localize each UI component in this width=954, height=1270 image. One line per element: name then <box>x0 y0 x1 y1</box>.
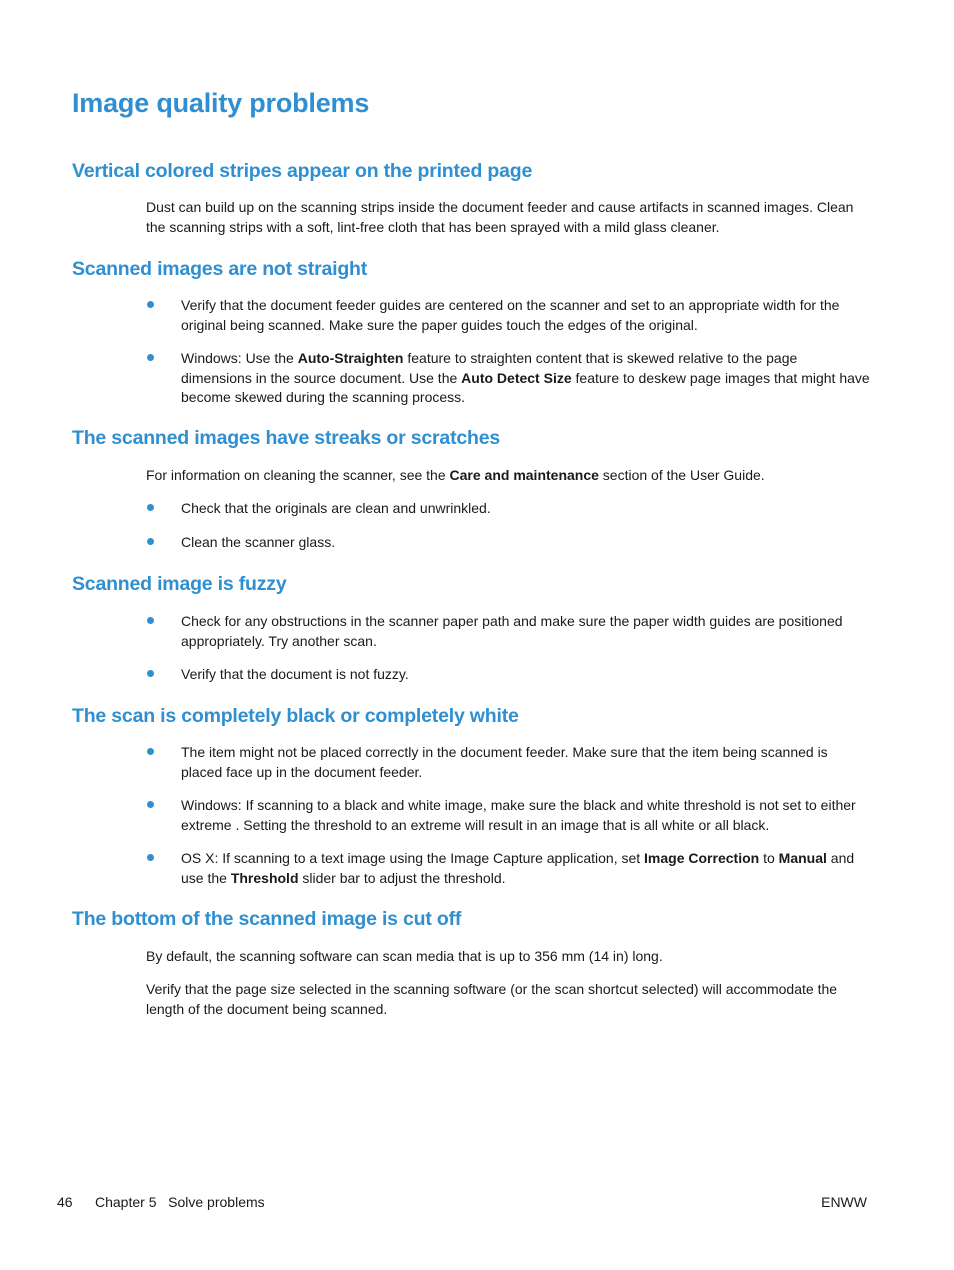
bold-term: Image Correction <box>644 850 760 866</box>
list-item: Check for any obstructions in the scanner paper path and make sure the paper width guides are positioned appropriately. Try another scan. <box>181 613 843 649</box>
bold-term: Threshold <box>230 869 299 886</box>
section-heading-not-straight: Scanned images are not straight <box>72 258 368 280</box>
list-item: Verify that the document feeder guides are centered on the scanner and set to an appropriate width for the original being scanned. Make sure the paper guides touch the edges of the original. <box>181 297 840 333</box>
list-item: Verify that the document is not fuzzy. <box>181 666 409 682</box>
bullet-icon <box>147 504 154 511</box>
bullet-icon <box>147 301 154 308</box>
section-intro: For information on cleaning the scanner, see the Care and maintenance section of the User Guide. <box>146 467 765 483</box>
list-item: Windows: Use the Auto-Straighten feature to straighten content that is skewed relative to the page dimensions in the source document. Use the Auto Detect Size feature to deskew page images that might have become skewed during the scanning process. <box>181 350 870 405</box>
list-item: The item might not be placed correctly in the document feeder. Make sure that the item being scanned is placed face up in the document feeder. <box>181 744 828 780</box>
bold-term: Care and maintenance <box>449 467 599 483</box>
bullet-icon <box>147 354 154 361</box>
bullet-icon <box>147 748 154 755</box>
bullet-icon <box>147 854 154 861</box>
document-code: ENWW <box>821 1194 867 1210</box>
section-heading-vertical-stripes: Vertical colored stripes appear on the printed page <box>72 160 533 182</box>
list-item: Windows: If scanning to a black and white image, make sure the black and white threshold is not set to either extreme . Setting the threshold to an extreme will result in an image that is all white or all black. <box>181 797 856 833</box>
bold-term: Auto-Straighten <box>297 350 404 366</box>
page-title: Image quality problems <box>72 88 370 118</box>
list-item: Check that the originals are clean and unwrinkled. <box>181 500 491 516</box>
section-heading-streaks: The scanned images have streaks or scratches <box>72 427 501 449</box>
list-item: OS X: If scanning to a text image using the Image Capture application, set Image Correction to Manual and use the Threshold slider bar to adjust the threshold. <box>181 850 855 886</box>
section-paragraph: Verify that the page size selected in the scanning software (or the scan shortcut selected) will accommodate the length of the document being scanned. <box>146 981 838 1017</box>
page-number: 46 <box>57 1194 73 1210</box>
list-item: Clean the scanner glass. <box>181 534 336 550</box>
bullet-icon <box>147 670 154 677</box>
section-paragraph: Dust can build up on the scanning strips inside the document feeder and cause artifacts in scanned images. Clean the scanning strips with a soft, lint-free cloth that has been sprayed with a mild glass cleaner. <box>146 199 854 235</box>
bold-term: Auto Detect Size <box>461 369 572 386</box>
bullet-icon <box>147 801 154 808</box>
bullet-icon <box>147 538 154 545</box>
section-paragraph: By default, the scanning software can scan media that is up to 356 mm (14 in) long. <box>146 948 663 964</box>
bullet-icon <box>147 617 154 624</box>
bold-term: Manual <box>778 850 827 866</box>
chapter-label: Chapter 5 Solve problems <box>95 1194 265 1210</box>
section-heading-black-white: The scan is completely black or completely white <box>72 705 519 727</box>
section-heading-cut-off: The bottom of the scanned image is cut off <box>72 908 462 930</box>
section-heading-fuzzy: Scanned image is fuzzy <box>72 573 287 595</box>
